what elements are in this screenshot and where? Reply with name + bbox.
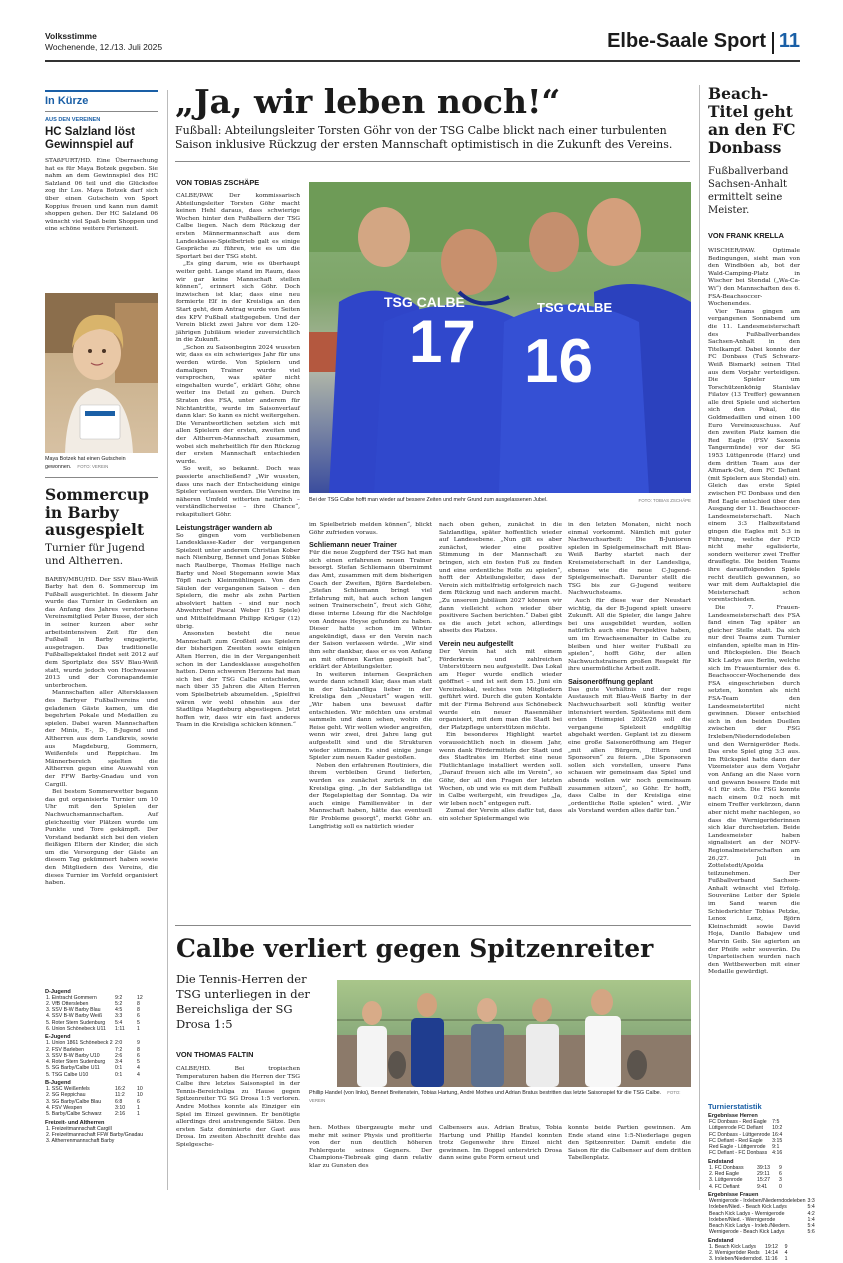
points-cell: 5: [137, 1059, 140, 1066]
points-cell: 0: [779, 1183, 782, 1190]
table-row: [708, 1229, 818, 1235]
score-cell: 16:4: [772, 1131, 783, 1138]
points-cell: 6: [779, 1171, 782, 1178]
score-cell: 6:8: [115, 1098, 123, 1105]
score-cell: 29:11: [757, 1171, 770, 1178]
team-cell: 6. Union Schönebeck U11: [46, 1025, 106, 1032]
score-cell: 4:5: [115, 1007, 123, 1014]
sidebar: [45, 90, 158, 1190]
team-cell: 2. Red Eagle: [709, 1171, 739, 1178]
score-cell: 5:6: [807, 1229, 815, 1236]
team-cell: 5. Roter Stern Sudenburg: [46, 1019, 106, 1026]
lead-col-2: im Spielbetrieb melden können“, blickt Göhr zufrieden voraus. Schliemann neuer Trainer Für die neue Zugpferd der TSG hat man sich einen erfahrenen neuen Trainer besorgt. Stefan Schliemann übernimmt das Amt, zusammen mit dem bisherigen Coach der Zweiten, Björn Bardeleben. „Stefan Schliemann bringt viel Erfahrung mit, hat auch schon langen seinen Trainerschein“, freut sich Göhr, diese interne Lösung für die Nachfolge von Andreas Heyse gefunden zu haben. Dieser hatte schon im Winter angekündigt, dass er den Verein nach der Saison verlassen würde. „Wir sind ihm sehr dankbar, dass er es von Anfang an mit offenen Karten gespielt hat“, erklärt der Abteilungsleiter. In weiteren internen Gesprächen wurde dann schnell klar, dass man statt in der Salzlandliga lieber in der Kreisliga den „Neustart“ wagen will. „Wir haben uns bewusst dafür entschieden. Wir möchten uns erstmal sammeln und dann sehen, wohin die Reise geht. Wir wollen wieder angreifen, wenn wir zwei, drei Jahre lang gut aufgestellt sind und die Strukturen wieder stimmen. Es sind einige junge Spieler zum neuen Kader gestoßen. Neben den erfahrenen Routiniers, die ihrem verbleiben Grund lieferten, wurden es zunächst zurück in die Kreisliga ging. „In der Salzlandliga ist der Regelspieltag der Sonntag. Da wir auch einige Familienväter in der Mannschaft haben, hätte das eventuell für Probleme gesorgt“, merkt Göhr an. Langfristig soll es natürlich wieder: [309, 522, 432, 830]
score-cell: 4:16: [772, 1150, 783, 1157]
lead-headline: „Ja, wir leben noch!“: [175, 82, 561, 121]
lead-photo-caption: Bei der TSG Calbe hofft man wieder auf bessere Zeiten und mehr Grund zum ausgelassenen Jubel. FOTO: TOBIAS ZSCHÄPE: [309, 497, 691, 503]
score-cell: 1:4: [807, 1216, 815, 1223]
score-cell: 5:4: [115, 1019, 123, 1026]
team-cell: 3. SSV B-W Barby U10: [46, 1052, 100, 1059]
score-cell: 10:2: [772, 1125, 783, 1132]
lead-deck: Fußball: Abteilungsleiter Torsten Göhr von der TSG Calbe blickt nach einer turbulenten Saison inklusive Rückzug der ersten Mannschaft optimistisch in die Zukunft des Vereins.: [175, 124, 673, 151]
points-cell: 1: [137, 1104, 140, 1111]
lead-byline: VON TOBIAS ZSCHÄPE: [176, 178, 260, 187]
points-cell: 4: [137, 1071, 140, 1078]
table-row: [45, 1072, 158, 1078]
points-cell: 12: [137, 994, 143, 1001]
tennis-byline: VON THOMAS FALTIN: [176, 1050, 254, 1059]
points-cell: 3: [779, 1177, 782, 1184]
results-table-b: [45, 1086, 158, 1117]
team-cell: Irxleben/Nied. - Beach Kick Ladys: [709, 1204, 787, 1211]
score-cell: 14:14: [764, 1250, 778, 1257]
stats-table-frauen: [708, 1198, 818, 1236]
cup-results: [45, 989, 158, 1145]
team-cell: 1. FC Donbass: [709, 1164, 744, 1171]
lead-col-4: in den letzten Monaten, nicht noch einmal vorkommt. Nämlich mit guter Nachwuchsarbeit: Die B-Junioren spielen in Spielgemeinschaft mit Blau-Weiß Barby startet nach der Kreismeisterschaft in der Landesliga, ebenso wie die neue C-Jugend-Spielgemeinschaft. Darunter stellt die TSG bis zur G-Jugend weitere Nachwuchsteams. Auch für diese war der Neustart wichtig, da der B-Jugend spielt unsere Zukunft. All die Spieler, die lange Jahre bei uns ausgebildet wurden, sollen natürlich auch eine Perspektive haben, um im Erwachsenenalter in Calbe zu bleiben und hier weiter Fußball zu spielen“, hofft Göhr, der allen Nachwuchstrainern großen Respekt für ihre unermüdliche Arbeit zollt. Saisoneröffnung geplant Das gute Verhältnis und der rege Austausch mit Blau-Weiß Barby in der Nachwuchsarbeit soll künftig weiter intensiviert werden. Spätestens mit dem ersten Heimspiel 2025/26 soll die vergangene Spielzeit endgültig abgehakt werden. Geplant ist zu diesem eine große Saisoneröffnung am Heger „mit allen Bürgern, Eltern und Sponsoren“ zu feiern. „Die Sponsoren sollen sich vorstellen, unsere Fans schauen wir gemeinsam das Spiel und abends wollen wir noch gemeinsam zusammen sitzen“, so Göhr. Er hofft, dass Calbe in der Kreisliga eine „ordentliche Rolle spielen“ wird. „Wir als Vorstand werden alles dafür tun.“: [568, 522, 691, 815]
stats-table-herren: [708, 1119, 800, 1157]
lead-col-1: CALBE/PAW. Der kommissarisch Abteilungsleiter Torsten Göhr macht keinen Hehl daraus, dass schwierige Wochen hinter den Fußballern der TSG Calbe liegen. Nach dem Rückzug der ersten Männermannschaft aus dem Landesklasse-Spielbetrieb galt es einige Gespräche zu führen, wie es um die Sportart bei der TSG steht. „Es ging darum, wie es überhaupt weiter geht. Lange stand im Raum, dass wir gar keine Mannschaft stellen können“, erinnert sich Göhr. Doch inzwischen ist klar, dass eine neu formierte Elf in der Kreisliga an den Start geht, dem Antrag wurde von Seiten des KFV Fußball stattgegeben. Und der Verein blickt zwei Jahre vor dem 120-jährigen Jubiläum wieder zuversichtlich in die Zukunft. „Schon zu Saisonbeginn 2024 wussten wir, dass es ein schwieriges Jahr für uns werden würde. Von Spielern und damaligen Trainer wurde viel versprochen, was später nicht eingehalten wurde“, erklärt Göhr, ohne weiter ins Detail zu gehen. Durch Straten des FSA, unter anderem für Nichtantritte, wurde im Saisonverlauf dann klar: So kann es nicht weitergehen. Die Verantwortlichen setzten sich mit allen Spielern der ersten, zweiten und der Altherren-Mannschaft zusammen, wobei sich mehrheitlich für den Rückzug der ersten Mannschaft entschieden wurde. So weit, so bekannt. Doch was passierte anschließend? „Wir wussten, dass uns nach der Entscheidung einige Spieler verlassen werden. Die Vereine im näheren Umfeld witterten natürlich – verständlicherweise – ihre Chance“, rekapituliert Göhr. Leistungsträger wandern ab So gingen vom verbliebenen Landesklasse-Kader der vergangenen Spielzeit unter anderem Christian Kober nach Nienburg, Bennet und Jonas Sübke nach Raulberge, Thomas Hellige nach Barby und Noel Stegemann sowie Max Töpfl nach Kleinmühlingen. Von den Säulen der vergangenen Saison – den Spielern, die mehr als zehn Partien absolviert hatten – sind nur noch Abwehrchef Pascal Weber (15 Spiele) und Mittelfeldmann Philipp Krüger (12) übrig. Ansonsten besteht die neue Mannschaft zum Großteil aus Spielern der bisherigen Zweiten sowie einigen Alten Herren, die in der Vergangenheit schon in der Landesklasse ausgeholfen hatten. Denn schweren Herzens hat man sich bei der TSG Calbe entschieden, nach über 35 Jahren die Alten Herren vom Spielbetrieb abzumelden. „Spielfrei wären wir wohl ohnehin aus der Stadtliga Magdeburg abgestiegen. Jetzt hoffen wir, dass wir ein fast anderes Team in die Kreisliga schicken können.“: [176, 193, 300, 729]
brief-title: HC Salzland löst Gewinnspiel auf: [45, 126, 136, 151]
table-row: [708, 1184, 800, 1190]
results-table-d: [45, 995, 158, 1033]
jersey-number-left: 17: [409, 308, 476, 375]
team-cell: 5. TSG Calbe U10: [46, 1071, 89, 1078]
jersey-number-right: 16: [524, 327, 593, 396]
cup-title: Sommercup in Barby ausgespielt: [45, 485, 149, 539]
team-cell: 3. SSV B-W Barby Blau: [46, 1007, 101, 1014]
tennis-col-3: Calbensers aus. Adrian Bratus, Tobia Hartung und Phillip Handel konnten trotz Gegenwehr ihre Einzel nicht gewinnen. Im Doppel unterstrich Drosa dann seine gute Form erneut und: [439, 1125, 562, 1162]
table-row: [708, 1150, 800, 1156]
stats-table-endstand-herren: [708, 1165, 800, 1190]
stats-heading: Ergebnisse Herren: [708, 1113, 758, 1119]
team-cell: 2. Freizeitmannschaft FFW Barby/Gnadau: [46, 1131, 144, 1138]
paper-name: Volksstimme: [45, 31, 97, 41]
score-cell: 16:2: [115, 1086, 126, 1093]
masthead-rule: [45, 60, 800, 62]
team-cell: FC Donbass - Red Eagle: [709, 1119, 767, 1125]
team-cell: Wernigerode - Beach Kick Ladys: [709, 1229, 785, 1236]
cup-text: BARBY/MBU/HD. Der SSV Blau-Weiß Barby hat den 6. Sommercup im Fußball ausgerichtet. In diesem Jahr wurde das Turnier in Gedenken an das Anfang des Jahres verstorbene Vereinsmitglied Peter Busse, der sich in seiner kurzen aber sehr arbeitsintensiven Zeit für den Fußball in Barby engagierte, ausgetragen. Das traditionelle Fußballspektakel findet seit 2012 auf dem Sportplatz des SSV Blau-Weiß statt, wurde jedoch von Hochwasser 2013 und der Coronapandemie unterbrochen. Mannschaften aller Altersklassen des Barbyer Fußballvereins und geladenen Gäste kamen, um die begehrten Pokale und Medaillen zu spielen. Dabei waren Mannschaften der Minis, E-, D-, B-Jugend und Altherren aus dem Landkreis, sowie aus Magdeburg, Gommern, Weißenfels und Reppichau. Im Männerbereich spielten die Altherren gegen eine Auswahl von der FFW Barby-Gnadau und von Cargill. Bei bestem Sommerwetter begann das gut organisierte Turnier um 10 Uhr mit den Spielen der Nachwuchsmannschaften. Auf gleichzeitig vier Plätzen wurde um Punkte und Tore gekämpft. Der Vorstand bedankt sich bei den vielen fleißigen Eltern der Kinder, die sich um die Versorgung der Gäste an diesem Tag gekümmert haben sowie den Mitgliedern des Vereins, die dieses Turnier im Vorfeld organisiert haben.: [45, 576, 158, 887]
score-cell: 7:5: [772, 1119, 780, 1125]
points-cell: [816, 1229, 818, 1235]
team-cell: 1. SSC Weißenfels: [46, 1086, 90, 1093]
stats-table-endstand-frauen: [708, 1244, 800, 1263]
team-cell: Red Eagle - Lüttgenrode: [709, 1144, 766, 1151]
table-row: [45, 1138, 158, 1144]
section-separator: [175, 925, 691, 926]
score-cell: 9:2: [115, 994, 123, 1001]
brief-photo-caption: Maya Botzek hat einen Gutschein gewonnen. FOTO: VEREIN: [45, 456, 126, 470]
team-cell: 1. Eintracht Gommern: [46, 994, 97, 1001]
score-cell: 19:12: [764, 1243, 778, 1250]
points-cell: 4: [784, 1250, 788, 1257]
team-cell: 5. SG Barby/Calbe U11: [46, 1065, 100, 1072]
lead-photo: [309, 182, 691, 493]
score-cell: 5:4: [807, 1223, 815, 1230]
team-cell: Beach Kick Ladys - Wernigerode: [709, 1210, 785, 1217]
results-table-freizeit: [45, 1126, 158, 1145]
column-rule: [167, 90, 168, 1190]
score-cell: 11:16: [764, 1256, 778, 1263]
stats-heading: Endstand: [708, 1158, 734, 1165]
team-cell: 2. Wernigeröder Reds: [709, 1250, 760, 1257]
score-cell: 2:0: [115, 1040, 123, 1047]
points-cell: 8: [137, 1007, 140, 1014]
score-cell: 7:2: [115, 1046, 123, 1053]
team-cell: Lüttgenrode FC Defiant: [709, 1125, 763, 1132]
score-cell: 15:27: [757, 1177, 770, 1184]
score-cell: 3:10: [115, 1104, 126, 1111]
score-cell: 0:1: [115, 1065, 123, 1072]
score-cell: 9:41: [757, 1183, 768, 1190]
score-cell: 5:2: [115, 1000, 123, 1007]
points-cell: 4: [137, 1065, 140, 1072]
score-cell: 3:3: [115, 1013, 123, 1020]
lead-subhead: Verein neu aufgestellt: [439, 638, 514, 648]
team-cell: FC Defiant - Red Eagle: [709, 1137, 763, 1144]
score-cell: 3:4: [115, 1059, 123, 1066]
points-cell: 5: [137, 1019, 140, 1026]
team-cell: 5. Barby/Calbe Schwarz: [46, 1111, 102, 1118]
tennis-col-2: hen. Mothes übergzeugte mehr und mehr mit seiner Physis und profitierte von der nun deutlich höheren Fehlerquote seines Gegners. Der Champions-Tiebreak ging dann relativ klar zu Gunsten des: [309, 1125, 432, 1169]
section-title: Elbe-Saale Sport: [607, 30, 766, 52]
points-cell: 9: [137, 1040, 140, 1047]
score-cell: 5:4: [807, 1204, 815, 1211]
team-cell: 2. FSV Barleben: [46, 1046, 85, 1053]
tennis-col-4: konnte beide Partien gewinnen. Am Ende stand eine 1:5-Niederlage gegen den Spitzenreiter. Damit endete die Saison für die Calbenser auf dem dritten Tabellenplatz.: [568, 1125, 691, 1162]
cup-subtitle: Turnier für Jugend und Altherren.: [45, 541, 145, 567]
score-cell: 1:11: [115, 1025, 125, 1032]
beach-headline: Beach-Titel geht an den FC Donbass: [708, 84, 796, 157]
team-cell: 1. Union 1861 Schönebeck 2: [46, 1040, 113, 1047]
beach-article: [708, 84, 815, 1263]
results-table-e: [45, 1040, 158, 1078]
points-cell: 10: [137, 1092, 143, 1099]
points-cell: 1: [784, 1256, 788, 1263]
team-cell: 3. Lüttgenrode: [709, 1177, 743, 1184]
team-cell: 3. Irxleben/Niederndod.: [709, 1256, 763, 1263]
brief-photo: [45, 293, 158, 453]
lead-col-3: nach oben gehen, zunächst in die Salzlandliga, später hoffentlich wieder auf Landesebene. „Nun gilt es aber zunächst, wieder eine positive Stimmung in der Mannschaft zu bringen, sich ein festen Fuß zu finden und eine ordentliche Rolle zu spielen“, hofft der Abteilungsleiter, dass der Verein sich mittelfristig erfolgreich nach dem Rückzug und nach anderen macht. „Zu unserem Jubiläum 2027 können wir dann vielleicht schon wieder über positivere Sachen berichten.“ Dabei gibt es die auch jetzt schon, allerdings abseits des Platzes. Verein neu aufgestellt Der Verein hat sich mit einem Förderkreis und zahlreichen Unterstützern neu aufgestellt. Das Lokal am Heger wurde endlich wieder geöffnet – und ist seit dem 15. Juni ein Vereinslokal, welches von Mitgliedern geführt wird. Durch die guten Kontakte mit der Firma Behrend aus Schönebeck wurde ein neuer Rasenmäher organisiert, mit dem man die Stadt bei der Platzpflege unterstützen möchte. Ein besonderes Highlight wartet voraussichtlich noch in diesem Jahr, wenn dank Fördermitteln der Stadt und des Stadtrates im Herbst eine neue Flutlichtanlage installiert werden soll. „Darauf freuen sich alle im Verein“, so Göhr, der all den Fragen der letzten Wochen, ob und wie es mit dem Fußball in Calbe weitergeht, ein freudiges „Ja, wir leben noch“ entgegen ruft. Zumal der Verein alles dafür tut, dass ein solcher Spielermangel wie: [439, 522, 562, 822]
team-cell: 2. VfB Ottersleben: [46, 1000, 89, 1007]
team-cell: 4. Roter Stern Sudenburg: [46, 1059, 106, 1066]
stats-heading: Endstand: [708, 1237, 734, 1244]
score-cell: 3:15: [772, 1137, 783, 1144]
brief-text: STAßFURT/HD. Eine Überraschung hat es für Maya Botzek gegeben. Sie nahm an dem Gewinnspiel des HC Salzland 06 teil und die Glücksfee zog ihr Los. Maya Botzek darf sich über einen Gutschein von Sport Koppius freuen und kann nun damit shoppen gehen. Der HC Salzland 06 wünscht viel Spaß beim Shoppen und eine schöne weitere Ferienzeit.: [45, 158, 158, 233]
team-cell: Wernigerode - Irxleben/Niederndodeleben: [709, 1197, 806, 1204]
issue-date: Wochenende, 12./13. Juli 2025: [45, 42, 163, 52]
team-cell: FC Defiant - FC Donbass: [709, 1150, 768, 1157]
masthead: [45, 30, 800, 64]
points-cell: 1: [137, 1111, 140, 1118]
score-cell: 2:6: [115, 1052, 123, 1059]
results-heading: B-Jugend: [45, 1080, 71, 1087]
team-cell: 2. SG Reppichau: [46, 1092, 86, 1099]
points-cell: 8: [137, 1000, 140, 1007]
stats-heading: Ergebnisse Frauen: [708, 1191, 759, 1198]
team-cell: 4. SSV B-W Barby Weiß: [46, 1013, 103, 1020]
brief-tag: AUS DEN VEREINEN: [45, 117, 101, 123]
points-cell: 6: [137, 1013, 140, 1020]
lead-subhead: Saisoneröffnung geplant: [568, 676, 653, 686]
jersey-text-right: TSG CALBE: [537, 300, 613, 315]
points-cell: 6: [137, 1098, 140, 1105]
stats-title: Turnierstatistik: [708, 1102, 762, 1111]
points-cell: 9: [779, 1164, 782, 1171]
score-cell: 4:2: [807, 1210, 815, 1217]
score-cell: 2:16: [115, 1111, 126, 1118]
team-cell: Beach Kick Ladys - Irxleb./Niedern.: [709, 1223, 791, 1230]
team-cell: 3. Altherrenmannschaft Barby: [46, 1138, 115, 1145]
beach-byline: VON FRANK KRELLA: [708, 231, 784, 240]
column-rule: [699, 85, 700, 1190]
points-cell: 9: [784, 1243, 788, 1250]
team-cell: Irxleben/Nied. - Wernigerode: [709, 1216, 776, 1223]
points-cell: 8: [137, 1046, 140, 1053]
points-cell: [788, 1150, 800, 1156]
table-row: [45, 1111, 158, 1117]
section-divider: [772, 32, 774, 54]
team-cell: 1. Beach Kick Ladys: [709, 1243, 757, 1250]
results-heading: Freizeit- und Altherren: [45, 1119, 105, 1126]
score-cell: [144, 1138, 151, 1144]
beach-text: WISCHER/PAW. Optimale Bedingungen, sieht man von den Windböen ab, bot der Wald-Camping-Platz in Wischer bei Stendal („Wa-Ca-Wi“) den Mannschaften des 6. FSA-Beachsoccer-Wochenendes. Vier Teams gingen am vergangenen Sonnabend um die 11. Landesmeisterschaft des Fußballverbandes Sachsen-Anhalt in den Titelkampf. Dabei konnte der FC Donbass (TuS Schwarz-Weiß Bismark) seinen Titel aus dem Vorjahr verteidigen. Die Spieler um Torschützenkönig Stanislav Filatov (13 Treffer) gewannen alle drei Spiele und sicherten sich den Pokal, die Goldmedaillen und einen 100 Euro Vereinszuschuss. Auf den zweiten Platz kamen die Red Eagle (FSV Saxonia Tangermünde) vor der SG 1953 Lüttgenrode (Harz) und dem dritten Team aus der Altmark-Ost, dem FC Defiant (mit Spielern aus Stendal) ein. Gleich das erste Spiel zwischen FC Donbass und den Red Eagle entschied über den Ausgang der 11. Beachsoccer-Landesmeisterschaft. Nach einem 3:3 Halbzeitstand gingen die Eagles mit 5:3 in Führung, welche der FCD nicht mehr egalisierte, sondern weiterer zwei Treffer drauflegte. Die beiden Teams ihre darauffolgenden Spiele recht deutlich gewannen, so war mit dem Auftaktspiel die Meisterschaft schon vorentschieden. Die 7. Frauen-Landesmeisterschaft des FSA fand einen Tag später an gleicher Stelle statt. Da sich nur drei Teams zum Turnier einfanden, spielte man in Hin- und Rückspielen. Die Beach Kick Ladys aus Berlin, welche sich im Frauenturnier des 6. Beachsoccer-Wochenende des FSA eingeschrieben durch setzten, konnten als nicht FSA-Team den Landesmeistertitel nicht gewinnen. Dieser entschied sich in den beiden Duellen zwischen der FSG Irxleben/Niederndodeleben und den Wernigeröder Reds. Das erste Spiel ging 3:3 aus. Im Rückspiel hatte dann der Vizemeister aus dem Vorjahr von Anfang an die Nase vorn und gewann bessere Ende mit 4:1 für sich. Die FSG konnte nach einem 0:2 noch mit einem Treffer verkürzen, dann aber nicht mehr nachlegen, so dass die Wernigeröderinnen sich klar durchsetzten. Beide Landesmeister haben signalisiert an der NOFV-Regionalmeisterschaften am 26./27. Juli in Zottelstedt/Apolda teilzunehmen. Der Fußballverband Sachsen-Anhalt wünscht viel Erfolg. Souveräne Leiter der Spiele im Sand waren die Schiedsrichter Tobias Petzke, Lenox Lenz, Björn Kleinschmidt sowie David Hoja, Danilo Babajew und Marvin Geib. Sie agierten an der Pfeife sehr souverän. Du Unparteiischen wurden nach den Wettbewerben mit einer Medaille gewürdigt.: [708, 248, 800, 976]
points-cell: 6: [137, 1052, 140, 1059]
team-cell: 4. FC Defiant: [709, 1183, 740, 1190]
points-cell: 10: [137, 1086, 143, 1093]
table-row: [708, 1256, 800, 1262]
page-number: 11: [778, 30, 800, 52]
team-cell: FC Donbass - Lüttgenrode: [709, 1131, 771, 1138]
score-cell: 39:13: [757, 1164, 770, 1171]
tennis-headline: Calbe verliert gegen Spitzenreiter: [176, 934, 654, 963]
in-kuerze-kicker: In Kürze: [45, 90, 158, 107]
table-row: [45, 1026, 158, 1032]
score-cell: 0:1: [115, 1071, 123, 1078]
points-cell: [151, 1138, 158, 1144]
results-heading: D-Jugend: [45, 988, 71, 995]
team-cell: 4. FSV Wespen: [46, 1104, 83, 1111]
beach-deck: Fußballverband Sachsen-Anhalt ermittelt seine Meister.: [708, 166, 789, 216]
tennis-photo: [337, 980, 691, 1087]
results-heading: E-Jugend: [45, 1034, 71, 1041]
tennis-col-1: CALBE/HD. Bei tropischen Temperaturen haben die Herren der TSG Calbe ihre letztes Saisonspiel in der Tennis-Bereichsliga zu Hause gegen Spitzenreiter TG SG Drosa 1:5 verloren. Andre Mothes konnte als Einziger ein Spiel im Einzel gewinnen. Er benötigte allerdings drei anstrengende Sätze. Den ersten Satz dominierte der Gast aus Drosa. Im zweiten Abschnitt drehte das Spielgesche-: [176, 1066, 300, 1148]
tennis-photo-caption: Phillip Handel (von links), Bennet Breitenstein, Tobias Hartung, André Mothes und Adrian Bratus bestritten das letzte Saisonspiel für die TSG Calbe. FOTO: VEREIN: [309, 1090, 681, 1103]
points-cell: 1: [137, 1025, 140, 1032]
score-cell: 3:3: [807, 1197, 815, 1204]
score-cell: 9:1: [772, 1144, 780, 1151]
team-cell: 3. SG Barby/Calbe Blau: [46, 1098, 102, 1105]
lead-subhead: Leistungsträger wandern ab: [176, 522, 273, 532]
tennis-deck: Die Tennis-Herren der TSG unterliegen in der Bereichsliga der SG Drosa 1:5: [176, 972, 310, 1031]
team-cell: 1. Freizeitmannschaft Cargill: [46, 1125, 112, 1132]
score-cell: 11:2: [115, 1092, 125, 1099]
lead-subhead: Schliemann neuer Trainer: [309, 540, 397, 550]
jersey-text-left: TSG CALBE: [384, 294, 465, 310]
